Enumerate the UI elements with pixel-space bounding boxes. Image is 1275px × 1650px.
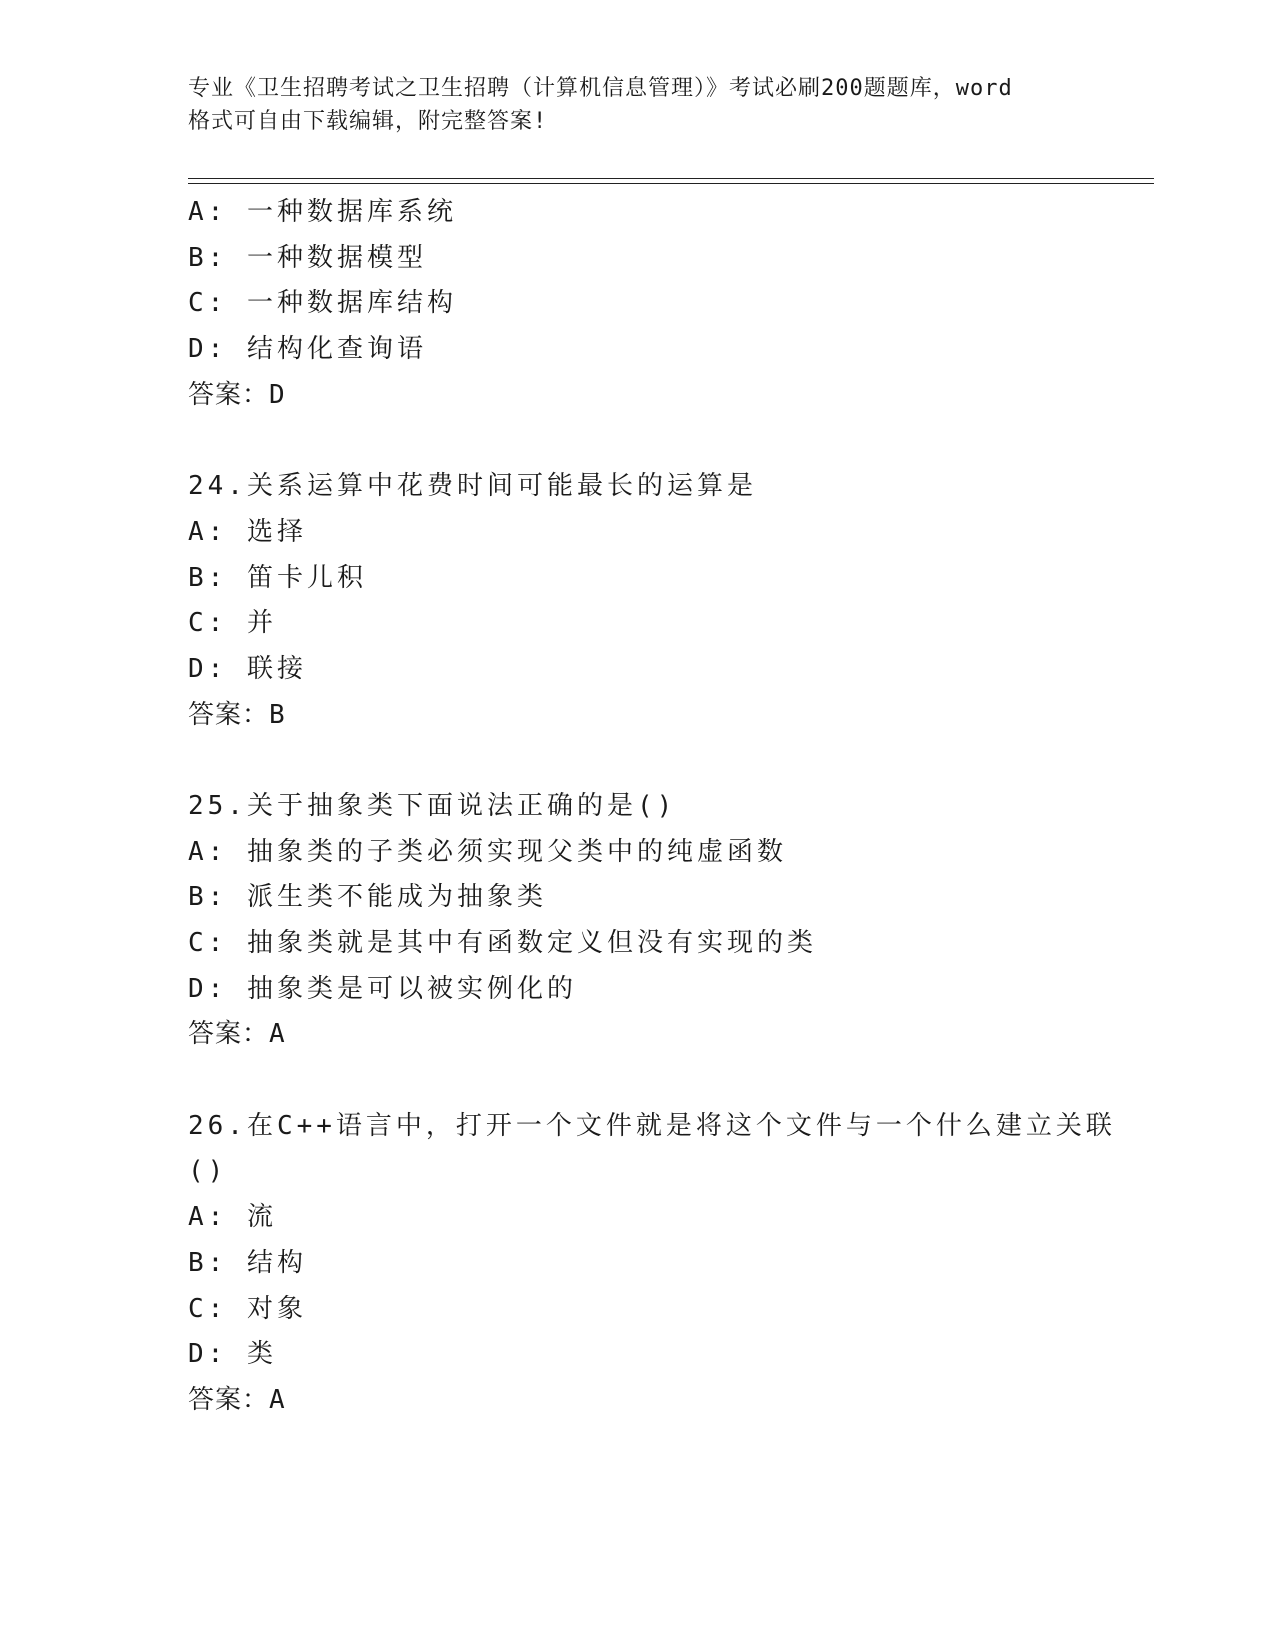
answer-label: 答案：	[188, 1384, 270, 1415]
question-list	[188, 190, 1148, 1424]
option-c: C: 并	[188, 608, 277, 639]
answer-line	[188, 1012, 1148, 1058]
option-a: A: 一种数据库系统	[188, 197, 457, 227]
question-stem: 26.在C++语言中，打开一个文件就是将这个文件与一个什么建立关联	[188, 1110, 1116, 1141]
header-divider-bottom	[188, 183, 1154, 184]
option-c: C: 对象	[188, 1293, 307, 1324]
answer-label: 答案：	[188, 379, 270, 410]
answer-value: A	[269, 1384, 286, 1415]
option-a: A: 流	[188, 1202, 277, 1233]
option-a: A: 抽象类的子类必须实现父类中的纯虚函数	[188, 836, 787, 867]
option-d: D: 联接	[188, 653, 307, 684]
answer-line	[188, 1378, 1148, 1424]
header-line-2: 格式可自由下载编辑，附完整答案!	[188, 109, 548, 134]
header-line-1: 专业《卫生招聘考试之卫生招聘（计算机信息管理）》考试必刷200题题库，word	[188, 76, 1013, 101]
option-b: B: 结构	[188, 1247, 307, 1278]
question-stem-continued: ()	[188, 1156, 228, 1187]
option-c: C: 抽象类就是其中有函数定义但没有实现的类	[188, 928, 817, 958]
answer-label: 答案：	[188, 1019, 270, 1050]
option-b: B: 笛卡儿积	[188, 562, 367, 593]
answer-value: B	[269, 699, 286, 730]
answer-label: 答案：	[188, 699, 270, 730]
option-d: D: 抽象类是可以被实例化的	[188, 973, 577, 1004]
header-divider-top	[188, 178, 1154, 179]
answer-value: D	[269, 379, 286, 410]
question-stem: 24.关系运算中花费时间可能最长的运算是	[188, 471, 757, 502]
question-25	[188, 784, 1148, 1058]
answer-line	[188, 373, 1148, 419]
option-b: B: 一种数据模型	[188, 242, 427, 273]
answer-line	[188, 693, 1148, 739]
document-header	[188, 72, 1088, 138]
answer-value: A	[269, 1019, 286, 1050]
option-d: D: 类	[188, 1339, 277, 1370]
question-stem: 25.关于抽象类下面说法正确的是()	[188, 790, 677, 821]
question-24	[188, 464, 1148, 738]
option-b: B: 派生类不能成为抽象类	[188, 882, 547, 913]
option-a: A: 选择	[188, 516, 307, 547]
question-26	[188, 1104, 1148, 1424]
option-d: D: 结构化查询语	[188, 334, 427, 365]
question-23-continued	[188, 190, 1148, 418]
option-c: C: 一种数据库结构	[188, 288, 457, 319]
